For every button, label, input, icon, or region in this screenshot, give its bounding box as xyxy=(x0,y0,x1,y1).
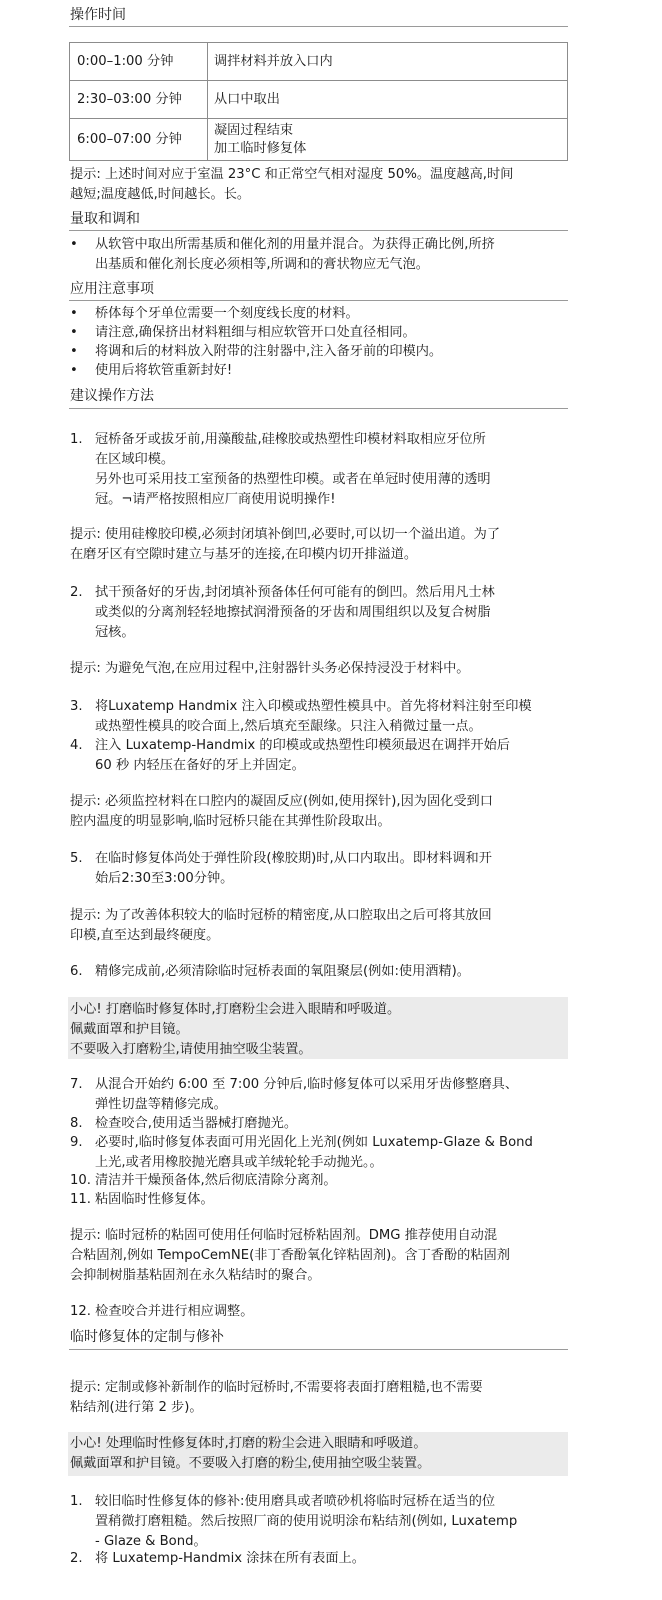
caution-2 xyxy=(70,1434,569,1474)
note-line: 提示: 定制或修补新制作的临时冠桥时,不需要将表面打磨粗糙,也不需要 xyxy=(70,1380,483,1395)
caution-1 xyxy=(70,1000,569,1060)
note-line: 提示: 必须监控材料在口腔内的凝固反应(例如,使用探针),因为固化受到口 xyxy=(70,794,493,809)
step-line: 始后2:30至3:00分钟。 xyxy=(95,871,234,886)
table-row xyxy=(70,119,568,161)
table-row xyxy=(70,81,568,119)
step-2-text xyxy=(95,583,569,643)
note-line: 越短;温度越低,时间越长。长。 xyxy=(70,187,251,202)
note-2 xyxy=(70,659,569,679)
step-12-text: 12. 检查咬合并进行相应调整。 xyxy=(70,1304,254,1319)
table-cell-time: 2:30–03:00 分钟 xyxy=(70,81,208,119)
caution-line: 佩戴面罩和护目镜。不要吸入打磨的粉尘,使用抽空吸尘装置。 xyxy=(70,1456,431,1471)
caution-line: 小心! 处理临时性修复体时,打磨的粉尘会进入眼睛和呼吸道。 xyxy=(70,1436,427,1451)
section-rule xyxy=(69,300,568,301)
table-cell-action xyxy=(208,119,568,161)
time-note xyxy=(70,165,569,205)
step-number: 10. xyxy=(70,1173,91,1188)
bullet-icon: • xyxy=(70,306,78,321)
table-cell-line: 凝固过程结束 xyxy=(214,122,294,138)
step-line: 将 Luxatemp-Handmix 涂抹在所有表面上。 xyxy=(95,1551,365,1566)
step-3-text xyxy=(95,697,569,737)
step-1-text xyxy=(95,430,569,510)
caution-line: 不要吸入打磨粉尘,请使用抽空吸尘装置。 xyxy=(70,1042,312,1057)
note-line: 提示: 为了改善体积较大的临时冠桥的精密度,从口腔取出之后可将其放回 xyxy=(70,908,492,923)
step-7-text xyxy=(95,1075,569,1115)
section-heading-application-notes: 应用注意事项 xyxy=(70,281,154,297)
step-line: 必要时,临时修复体表面可用光固化上光剂(例如 Luxatemp-Glaze & Bond xyxy=(95,1135,533,1150)
list-item xyxy=(70,235,569,275)
table-cell-action: 从口中取出 xyxy=(208,81,568,119)
table-cell-time: 0:00–1:00 分钟 xyxy=(70,43,208,81)
note-line: 腔内温度的明显影响,临时冠桥只能在其弹性阶段取出。 xyxy=(70,814,391,829)
step-line: 弹性切盘等精修完成。 xyxy=(95,1097,227,1112)
step-number: 4. xyxy=(70,738,83,753)
step-number: 2. xyxy=(70,585,83,600)
section-heading-procedure: 建议操作方法 xyxy=(70,388,154,404)
step-9-text xyxy=(95,1133,569,1173)
operation-time-table xyxy=(69,42,568,161)
step-line: 从混合开始约 6:00 至 7:00 分钟后,临时修复体可以采用牙齿修整磨具、 xyxy=(95,1077,519,1092)
note-line: 提示: 临时冠桥的粘固可使用任何临时冠桥粘固剂。DMG 推荐使用自动混 xyxy=(70,1228,498,1243)
note-4 xyxy=(70,906,569,946)
step-10-text xyxy=(95,1171,569,1191)
step-line: 冠。¬请严格按照相应厂商使用说明操作! xyxy=(95,492,336,507)
step-line: 在临时修复体尚处于弹性阶段(橡胶期)时,从口内取出。即材料调和开 xyxy=(95,851,492,866)
step-line: 清洁并干燥预备体,然后彻底清除分离剂。 xyxy=(95,1173,337,1188)
step-11-text xyxy=(95,1190,569,1210)
section-rule xyxy=(69,408,568,409)
step-line: 注入 Luxatemp-Handmix 的印模或或热塑性印模须最迟在调拌开始后 xyxy=(95,738,510,753)
caution-line: 小心! 打磨临时修复体时,打磨粉尘会进入眼睛和呼吸道。 xyxy=(70,1002,401,1017)
bullet-icon: • xyxy=(70,237,78,252)
step-line: 精修完成前,必须清除临时冠桥表面的氧阻聚层(例如:使用酒精)。 xyxy=(95,964,470,979)
section-rule xyxy=(69,230,568,231)
step-line: - Glaze & Bond。 xyxy=(95,1534,207,1549)
step-number: 3. xyxy=(70,699,83,714)
bullet-icon: • xyxy=(70,344,78,359)
note-line: 粘结剂(进行第 2 步)。 xyxy=(70,1400,203,1415)
bullet-icon: • xyxy=(70,363,78,378)
list-item-text: 桥体每个牙单位需要一个刻度线长度的材料。 xyxy=(95,306,359,321)
list-item-text: 使用后将软管重新封好! xyxy=(95,363,233,378)
step-line: 冠桥备牙或拔牙前,用藻酸盐,硅橡胶或热塑性印模材料取相应牙位所 xyxy=(95,432,486,447)
section-heading-customization: 临时修复体的定制与修补 xyxy=(70,1329,224,1345)
step-number: 9. xyxy=(70,1135,83,1150)
step-number: 5. xyxy=(70,851,83,866)
list-item-text: 将调和后的材料放入附带的注射器中,注入备牙前的印模内。 xyxy=(95,344,443,359)
table-row xyxy=(70,43,568,81)
step-number: 8. xyxy=(70,1116,83,1131)
step-line: 较旧临时性修复体的修补:使用磨具或者喷砂机将临时冠桥在适当的位 xyxy=(95,1494,496,1509)
table-cell-time: 6:00–07:00 分钟 xyxy=(70,119,208,161)
step-line: 冠核。 xyxy=(95,625,135,640)
step-line: 拭干预备好的牙齿,封闭填补预备体任何可能有的倒凹。然后用凡士林 xyxy=(95,585,495,600)
step-8-text xyxy=(95,1114,569,1134)
note-3 xyxy=(70,792,569,832)
note-5 xyxy=(70,1226,569,1286)
list-item-line: 从软管中取出所需基质和催化剂的用量并混合。为获得正确比例,所挤 xyxy=(95,237,495,252)
bullet-icon: • xyxy=(70,325,78,340)
step-line: 60 秒 内轻压在备好的牙上并固定。 xyxy=(95,758,305,773)
note-line: 提示: 为避免气泡,在应用过程中,注射器针头务必保持浸没于材料中。 xyxy=(70,661,470,676)
note-line: 提示: 使用硅橡胶印模,必须封闭填补倒凹,必要时,可以切一个溢出道。为了 xyxy=(70,527,501,542)
step-line: 上光,或者用橡胶抛光磨具或羊绒轮轮手动抛光。。 xyxy=(95,1155,383,1170)
step-line: 或类似的分离剂轻轻地擦拭润滑预备的牙齿和周围组织以及复合树脂 xyxy=(95,605,491,620)
step-line: 置稍微打磨粗糙。然后按照厂商的使用说明涂布粘结剂(例如, Luxatemp xyxy=(95,1514,518,1529)
step-number: 1. xyxy=(70,1494,83,1509)
repair-step-1-text xyxy=(95,1492,569,1552)
note-line: 合粘固剂,例如 TempoCemNE(非丁香酚氧化锌粘固剂)。含丁香酚的粘固剂 xyxy=(70,1248,510,1263)
section-rule xyxy=(69,26,568,27)
step-number: 11. xyxy=(70,1192,91,1207)
caution-line: 佩戴面罩和护目镜。 xyxy=(70,1022,189,1037)
section-rule xyxy=(69,1349,568,1350)
step-number: 7. xyxy=(70,1077,83,1092)
note-line: 会抑制树脂基粘固剂在永久粘结时的聚合。 xyxy=(70,1268,321,1283)
section-heading-mixing: 量取和调和 xyxy=(70,211,140,227)
table-cell-line: 加工临时修复体 xyxy=(214,140,307,156)
step-6-text xyxy=(95,962,569,982)
note-line: 印模,直至达到最终硬度。 xyxy=(70,928,220,943)
note-6 xyxy=(70,1378,569,1418)
step-line: 另外也可采用技工室预备的热塑性印模。或者在单冠时使用薄的透明 xyxy=(95,472,491,487)
step-number: 1. xyxy=(70,432,83,447)
step-4-text xyxy=(95,736,569,776)
step-line: 在区域印模。 xyxy=(95,452,175,467)
step-line: 粘固临时性修复体。 xyxy=(95,1192,214,1207)
step-number: 2. xyxy=(70,1551,83,1566)
step-line: 将Luxatemp Handmix 注入印模或热塑性模具中。首先将材料注射至印模 xyxy=(95,699,532,714)
note-line: 提示: 上述时间对应于室温 23°C 和正常空气相对湿度 50%。温度越高,时间 xyxy=(70,167,514,182)
list-item-line: 出基质和催化剂长度必须相等,所调和的膏状物应无气泡。 xyxy=(95,257,429,272)
step-number: 6. xyxy=(70,964,83,979)
step-5-text xyxy=(95,849,569,889)
section-heading-operation-time: 操作时间 xyxy=(70,7,126,23)
list-item-text: 请注意,确保挤出材料粗细与相应软管开口处直径相同。 xyxy=(95,325,416,340)
note-1 xyxy=(70,525,569,565)
step-line: 或热塑性模具的咬合面上,然后填充至龈缘。只注入稍微过量一点。 xyxy=(95,719,482,734)
note-line: 在磨牙区有空隙时建立与基牙的连接,在印模内切开排溢道。 xyxy=(70,547,418,562)
table-cell-action: 调拌材料并放入口内 xyxy=(208,43,568,81)
repair-step-2-text xyxy=(95,1549,569,1569)
step-line: 检查咬合,使用适当器械打磨抛光。 xyxy=(95,1116,298,1131)
